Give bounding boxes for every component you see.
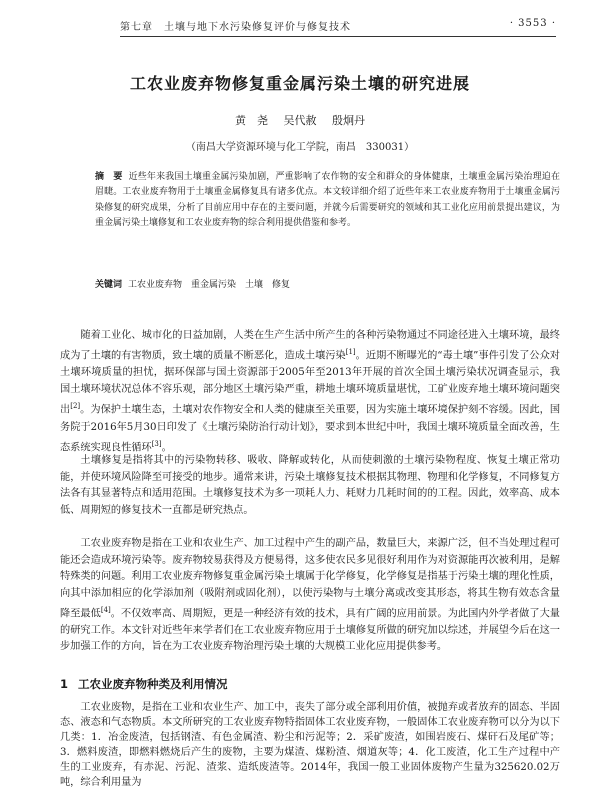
- body-paragraph-2: 土壤修复是指将其中的污染物转移、吸收、降解或转化，从而使刺激的土壤污染物程度、恢复土壤正常功能，并使环境风险降至可接受的地步。通常来讲，污染土壤修复技术根据其物理、物理和化学修复，不同修复方法各有其显著特点和适用范围。土壤修复技术为多一项耗人力、耗财力几耗时间的的工程。因此，效率高、成本低、周期短的修复技术一直都是研究热点。: [60, 455, 560, 516]
- body-paragraph-4: 工农业废物，是指在工业和农业生产、加工中，丧失了部分或全部利用价值，被抛弃或者放弃的固态、半固态、液态和气态物质。本文所研究的工农业废弃物特指固体工农业废弃物，一般固体工农业废弃物可以分为以下几类：1．冶金废渣，包括钢渣、有色金属渣、粉尘和污泥等；2．采矿废渣，如围岩废石、煤矸石及尾矿等；3．燃料废渣，即燃料燃烧后产生的废物，主要为煤渣、煤粉渣、烟道灰等；4．化工废渣，化工生产过程中产生的工业废弃，有赤泥、污泥、渣浆、造纸废渣等。2014年，我国一般工业固体废物产生量为325620.02万吨，综合利用量为: [60, 702, 560, 788]
- citation-ref: [1]: [345, 348, 356, 356]
- abstract-text: 近些年来我国土壤重金属污染加剧，严重影响了农作物的安全和群众的身体健康，土壤重金属污染治理迫在眉睫。工农业废弃物用于土壤重金属修复具有诸多优点。本文较详细介绍了近些年来工农业废弃物用于土壤重金属污染修复的研究成果，分析了目前应用中存在的主要问题，并就今后需要研究的领域和其工业化应用前景提出建议，为重金属污染土壤修复和工农业废弃物的综合利用提供借鉴和参考。: [95, 172, 560, 229]
- keywords-text: 工农业废弃物 重金属污染 土壤 修复: [128, 280, 291, 290]
- chapter-heading: 第七章 土壤与地下水污染修复评价与修复技术: [120, 22, 351, 33]
- article-title: 工农业废弃物修复重金属污染土壤的研究进展: [129, 74, 470, 93]
- body-paragraph-3: [60, 536, 560, 656]
- citation-ref: [3]: [151, 439, 162, 448]
- author-list: [60, 112, 540, 128]
- section-title: 工农业废弃物种类及利用情况: [78, 677, 228, 691]
- header-rule: [120, 36, 556, 37]
- paragraph-text: 工农业废弃物是指在工业和农业生产、加工过程中产生的副产品，数量巨大，来源广泛，但不当处理过程可能还会造成环境污染等。废弃物较易获得及方便易得，这多使农民多见很好利用作为对资源能再次被利用，是解特殊类的问题。利用工农业废弃物修复重金属污染土壤属于化学修复，化学修复是指基于污染土壤的理化性质，向其中添加相应的化学添加剂（吸附剂或固化剂），以使污染物与土壤分离或改变其形态，将其生物有效态含量降至最低: [60, 538, 560, 620]
- keywords: [95, 277, 560, 290]
- abstract-label: 摘 要: [95, 172, 123, 182]
- page-number: · 3553 ·: [509, 18, 556, 29]
- keywords-label: 关键词: [95, 280, 123, 290]
- paragraph-text: 。近期不断曝光的“毒土壤”事件引发了公众对土壤环境质量的担忧，据环保部与国土资源部于2005年至2013年开展的首次全国土壤污染状况调查显示，我国土壤环境状况总体不容乐观，部分地区土壤污染严重，耕地土壤环境质量堪忧，工矿业废弃地土壤环境问题突出: [60, 350, 560, 416]
- section-heading: [60, 676, 228, 692]
- citation-ref: [4]: [100, 606, 111, 614]
- affiliation: （南昌大学资源环境与化工学院，南昌 330031）: [185, 142, 415, 153]
- author-name: 黄 尧: [235, 114, 268, 127]
- paragraph-text: 。: [161, 442, 172, 454]
- abstract: [95, 170, 560, 232]
- author-name: 吴代赦: [283, 114, 317, 127]
- author-name: 殷炯丹: [332, 114, 365, 127]
- citation-ref: [2]: [70, 402, 81, 411]
- body-paragraph-1: [60, 327, 560, 456]
- paragraph-text: 。不仅效率高、周期短，更是一种经济有效的技术，具有广阔的应用前景。为此国内外学者做了大量的研究工作。本文针对近些年来学者们在工农业废弃物应用于土壤修复所做的研究加以综述，并展望今后在这一步加强工作的方向，旨在为工农业废弃物治理污染土壤的大规模工业化应用提供参考。: [60, 608, 560, 653]
- paragraph-text: 随着工业化、城市化的日益加剧，人类在生产生活中所产生的各种污染物通过不同途径进入土壤环境，最终成为了土壤的有害物质，致土壤的质量不断恶化，造成土壤污染: [60, 330, 560, 362]
- paragraph-text: 。为保护土壤生态，土壤对农作物安全和人类的健康至关重要，因为实施土壤环境保护刻不容缓。因此，国务院于2016年5月30日印发了《土壤污染防治行动计划》，要求到本世纪中叶，我国土壤环境质量全面改善，生态系统实现良性循环: [60, 404, 561, 454]
- section-number: 1: [60, 677, 69, 691]
